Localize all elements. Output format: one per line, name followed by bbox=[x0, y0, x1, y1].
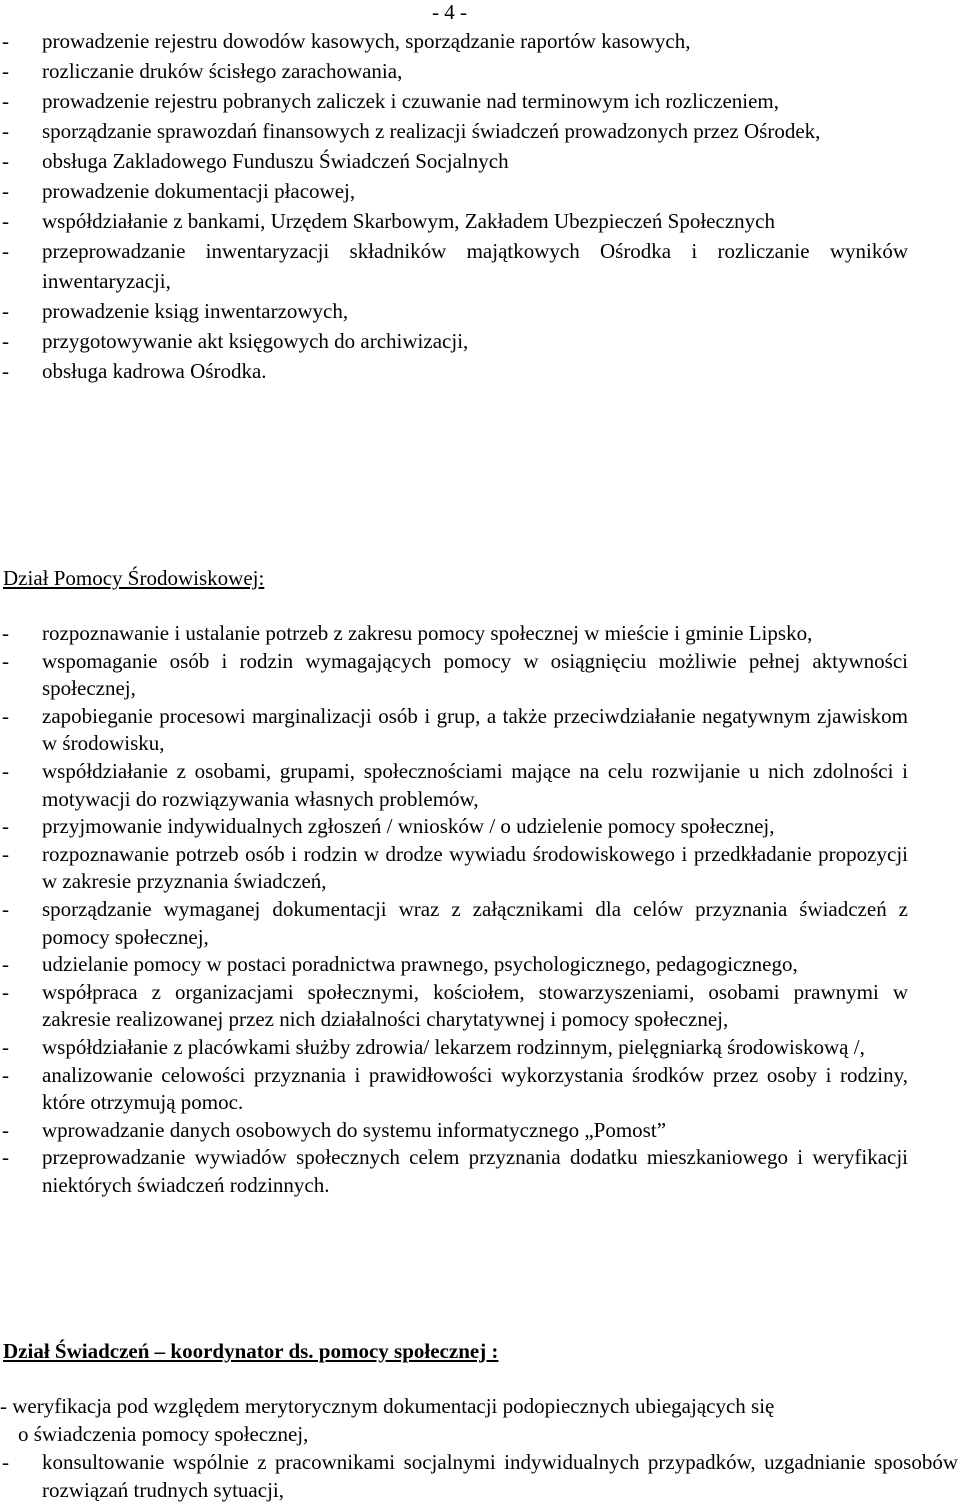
list-dash: - bbox=[2, 209, 9, 233]
list-item bbox=[0, 758, 908, 813]
finance-duties-list bbox=[0, 26, 908, 386]
list-item bbox=[0, 620, 908, 648]
list-item bbox=[0, 1034, 908, 1062]
list-dash: - bbox=[2, 758, 9, 783]
list-dash: - bbox=[2, 621, 9, 645]
list-dash: - bbox=[2, 119, 9, 143]
list-item bbox=[0, 86, 908, 116]
list-item bbox=[0, 26, 908, 56]
list-item bbox=[0, 648, 908, 703]
list-dash: - bbox=[2, 239, 9, 263]
list-item bbox=[0, 1117, 908, 1145]
list-dash: - bbox=[2, 59, 9, 83]
list-item-text: zapobieganie procesowi marginalizacji osób i grup, a także przeciwdziałanie negatywnym zjawiskom w środowisku, bbox=[42, 703, 908, 756]
list-dash: - bbox=[2, 648, 9, 673]
list-item-text: współpraca z organizacjami społecznymi, kościołem, stowarzyszeniami, osobami prawnymi w zakresie realizowanej przez nich działalności charytatywnej i pomocy społecznej, bbox=[42, 979, 908, 1032]
list-item-text: obsługa kadrowa Ośrodka. bbox=[42, 359, 267, 383]
list-item bbox=[0, 206, 908, 236]
list-item-text: prowadzenie dokumentacji płacowej, bbox=[42, 179, 356, 203]
swiadczen-duties-list bbox=[0, 1392, 958, 1504]
list-item-text: prowadzenie rejestru pobranych zaliczek i czuwanie nad terminowym ich rozliczeniem, bbox=[42, 89, 779, 113]
list-item bbox=[0, 356, 908, 386]
list-item-text: wprowadzanie danych osobowych do systemu informatycznego „Pomost” bbox=[42, 1117, 667, 1142]
list-item bbox=[0, 1392, 958, 1448]
pomoc-duties-list bbox=[0, 620, 908, 1199]
list-item-text: współdziałanie z placówkami służby zdrowia/ lekarzem rodzinnym, pielęgniarką środowiskową /, bbox=[42, 1034, 865, 1059]
list-item-text: prowadzenie rejestru dowodów kasowych, sporządzanie raportów kasowych, bbox=[42, 29, 691, 53]
finance-duties-block bbox=[0, 26, 908, 386]
list-item bbox=[0, 896, 908, 951]
list-item-text: analizowanie celowości przyznania i prawidłowości wykorzystania środków przez osoby i rodziny, które otrzymują pomoc. bbox=[42, 1062, 908, 1115]
list-dash: - bbox=[2, 952, 9, 977]
list-item-continuation: o świadczenia pomocy społecznej, bbox=[18, 1422, 309, 1446]
list-item bbox=[0, 979, 908, 1034]
list-item-text: przeprowadzanie inwentaryzacji składników majątkowych Ośrodka i rozliczanie wyników inwentaryzacji, bbox=[42, 239, 908, 293]
list-item-text: współdziałanie z osobami, grupami, społecznościami mające na celu rozwijanie u nich zdolności i motywacji do rozwiązywania własnych problemów, bbox=[42, 758, 908, 811]
list-item bbox=[0, 1448, 958, 1504]
list-dash: - bbox=[2, 329, 9, 353]
list-item bbox=[0, 841, 908, 896]
pomoc-duties-block bbox=[0, 620, 908, 1199]
list-item bbox=[0, 1062, 908, 1117]
list-dash: - bbox=[2, 979, 9, 1004]
list-dash: - bbox=[2, 89, 9, 113]
list-dash: - bbox=[2, 703, 9, 728]
list-item-text: - weryfikacja pod względem merytorycznym dokumentacji podopiecznych ubiegających się bbox=[0, 1394, 775, 1418]
list-item bbox=[0, 1144, 908, 1199]
list-dash: - bbox=[2, 1117, 9, 1142]
swiadczen-duties-block bbox=[0, 1392, 958, 1504]
list-item bbox=[0, 703, 908, 758]
list-dash: - bbox=[2, 359, 9, 383]
list-item-text: współdziałanie z bankami, Urzędem Skarbowym, Zakładem Ubezpieczeń Społecznych bbox=[42, 209, 775, 233]
list-item-text: przeprowadzanie wywiadów społecznych celem przyznania dodatku mieszkaniowego i weryfikacji niektórych świadczeń rodzinnych. bbox=[42, 1145, 908, 1197]
section-heading-swiadczen: Dział Świadczeń – koordynator ds. pomocy społecznej : bbox=[3, 1339, 499, 1363]
list-item bbox=[0, 116, 908, 146]
list-dash: - bbox=[2, 1034, 9, 1059]
list-item bbox=[0, 813, 908, 841]
list-item-text: prowadzenie ksiąg inwentarzowych, bbox=[42, 299, 349, 323]
list-dash: - bbox=[2, 841, 9, 866]
list-item-text: konsultowanie wspólnie z pracownikami socjalnymi indywidualnych przypadków, uzgadnianie sposobów rozwiązań trudnych sytuacji, bbox=[42, 1450, 958, 1502]
list-item bbox=[0, 951, 908, 979]
list-item-text: rozpoznawanie i ustalanie potrzeb z zakresu pomocy społecznej w mieście i gminie Lipsko, bbox=[42, 621, 813, 645]
page-number: - 4 - bbox=[432, 0, 467, 24]
list-item-text: obsługa Zakladowego Funduszu Świadczeń Socjalnych bbox=[42, 149, 509, 173]
list-item bbox=[0, 326, 908, 356]
list-item-text: przyjmowanie indywidualnych zgłoszeń / wniosków / o udzielenie pomocy społecznej, bbox=[42, 814, 775, 839]
section-heading-pomoc: Dział Pomocy Środowiskowej: bbox=[3, 566, 265, 590]
list-item-text: rozpoznawanie potrzeb osób i rodzin w drodze wywiadu środowiskowego i przedkładanie propozycji w zakresie przyznania świadczeń, bbox=[42, 841, 908, 894]
list-dash: - bbox=[2, 896, 9, 921]
list-dash: - bbox=[2, 1450, 9, 1474]
list-item-text: przygotowywanie akt księgowych do archiwizacji, bbox=[42, 329, 469, 353]
list-dash: - bbox=[2, 814, 9, 839]
list-dash: - bbox=[2, 179, 9, 203]
list-item bbox=[0, 176, 908, 206]
list-dash: - bbox=[2, 1145, 9, 1170]
list-item-text: udzielanie pomocy w postaci poradnictwa prawnego, psychologicznego, pedagogicznego, bbox=[42, 952, 798, 977]
list-item bbox=[0, 56, 908, 86]
list-dash: - bbox=[2, 149, 9, 173]
list-item-text: wspomaganie osób i rodzin wymagających pomocy w osiągnięciu możliwie pełnej aktywności społecznej, bbox=[42, 648, 908, 701]
list-item-text: sporządzanie sprawozdań finansowych z realizacji świadczeń prowadzonych przez Ośrodek, bbox=[42, 119, 821, 143]
list-item bbox=[0, 296, 908, 326]
list-dash: - bbox=[2, 1062, 9, 1087]
list-dash: - bbox=[2, 29, 9, 53]
list-item-text: rozliczanie druków ścisłego zarachowania, bbox=[42, 59, 403, 83]
list-item bbox=[0, 236, 908, 296]
list-dash: - bbox=[2, 299, 9, 323]
list-item-text: sporządzanie wymaganej dokumentacji wraz z załącznikami dla celów przyznania świadczeń z pomocy społecznej, bbox=[42, 896, 908, 949]
list-item bbox=[0, 146, 908, 176]
